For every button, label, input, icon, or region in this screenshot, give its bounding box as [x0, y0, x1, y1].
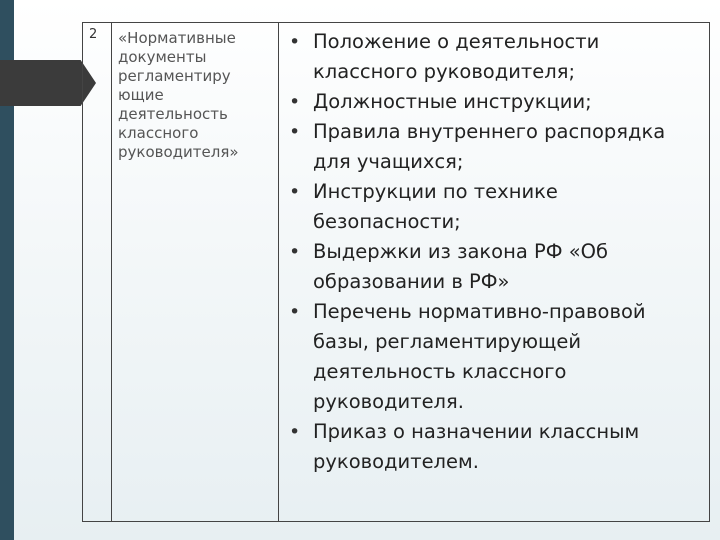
list-item-text: Правила внутреннего распорядка для учащихся; [313, 120, 666, 173]
bullet-icon: • [289, 181, 301, 203]
row-number: 2 [89, 27, 98, 42]
list-item [283, 27, 703, 87]
list-item-text: Приказ о назначении классным руководителем. [313, 420, 640, 473]
bullet-icon: • [289, 301, 301, 323]
list-item-text: Выдержки из закона РФ «Об образовании в РФ» [313, 240, 609, 293]
bullet-icon: • [289, 121, 301, 143]
bullet-icon: • [289, 241, 301, 263]
bullet-icon: • [289, 31, 301, 53]
list-item [283, 117, 703, 177]
document-title: «Нормативные документы регламентиру ющие деятельность классного руководителя» [118, 29, 239, 161]
list-item-text: Положение о деятельности классного руководителя; [313, 30, 600, 83]
list-item-text: Должностные инструкции; [313, 90, 592, 113]
table-row [83, 23, 710, 522]
document-list [279, 23, 709, 477]
document-list-cell [279, 23, 710, 522]
bullet-icon: • [289, 91, 301, 113]
list-item [283, 297, 703, 417]
list-item [283, 417, 703, 477]
row-number-cell [83, 23, 112, 522]
list-item [283, 177, 703, 237]
list-item-text: Перечень нормативно-правовой базы, регламентирующей деятельность классного руководителя. [313, 300, 646, 413]
list-item-text: Инструкции по технике безопасности; [313, 180, 558, 233]
list-item [283, 237, 703, 297]
documents-table [82, 22, 710, 522]
list-item [283, 87, 703, 117]
bullet-icon: • [289, 421, 301, 443]
document-title-cell [112, 23, 279, 522]
